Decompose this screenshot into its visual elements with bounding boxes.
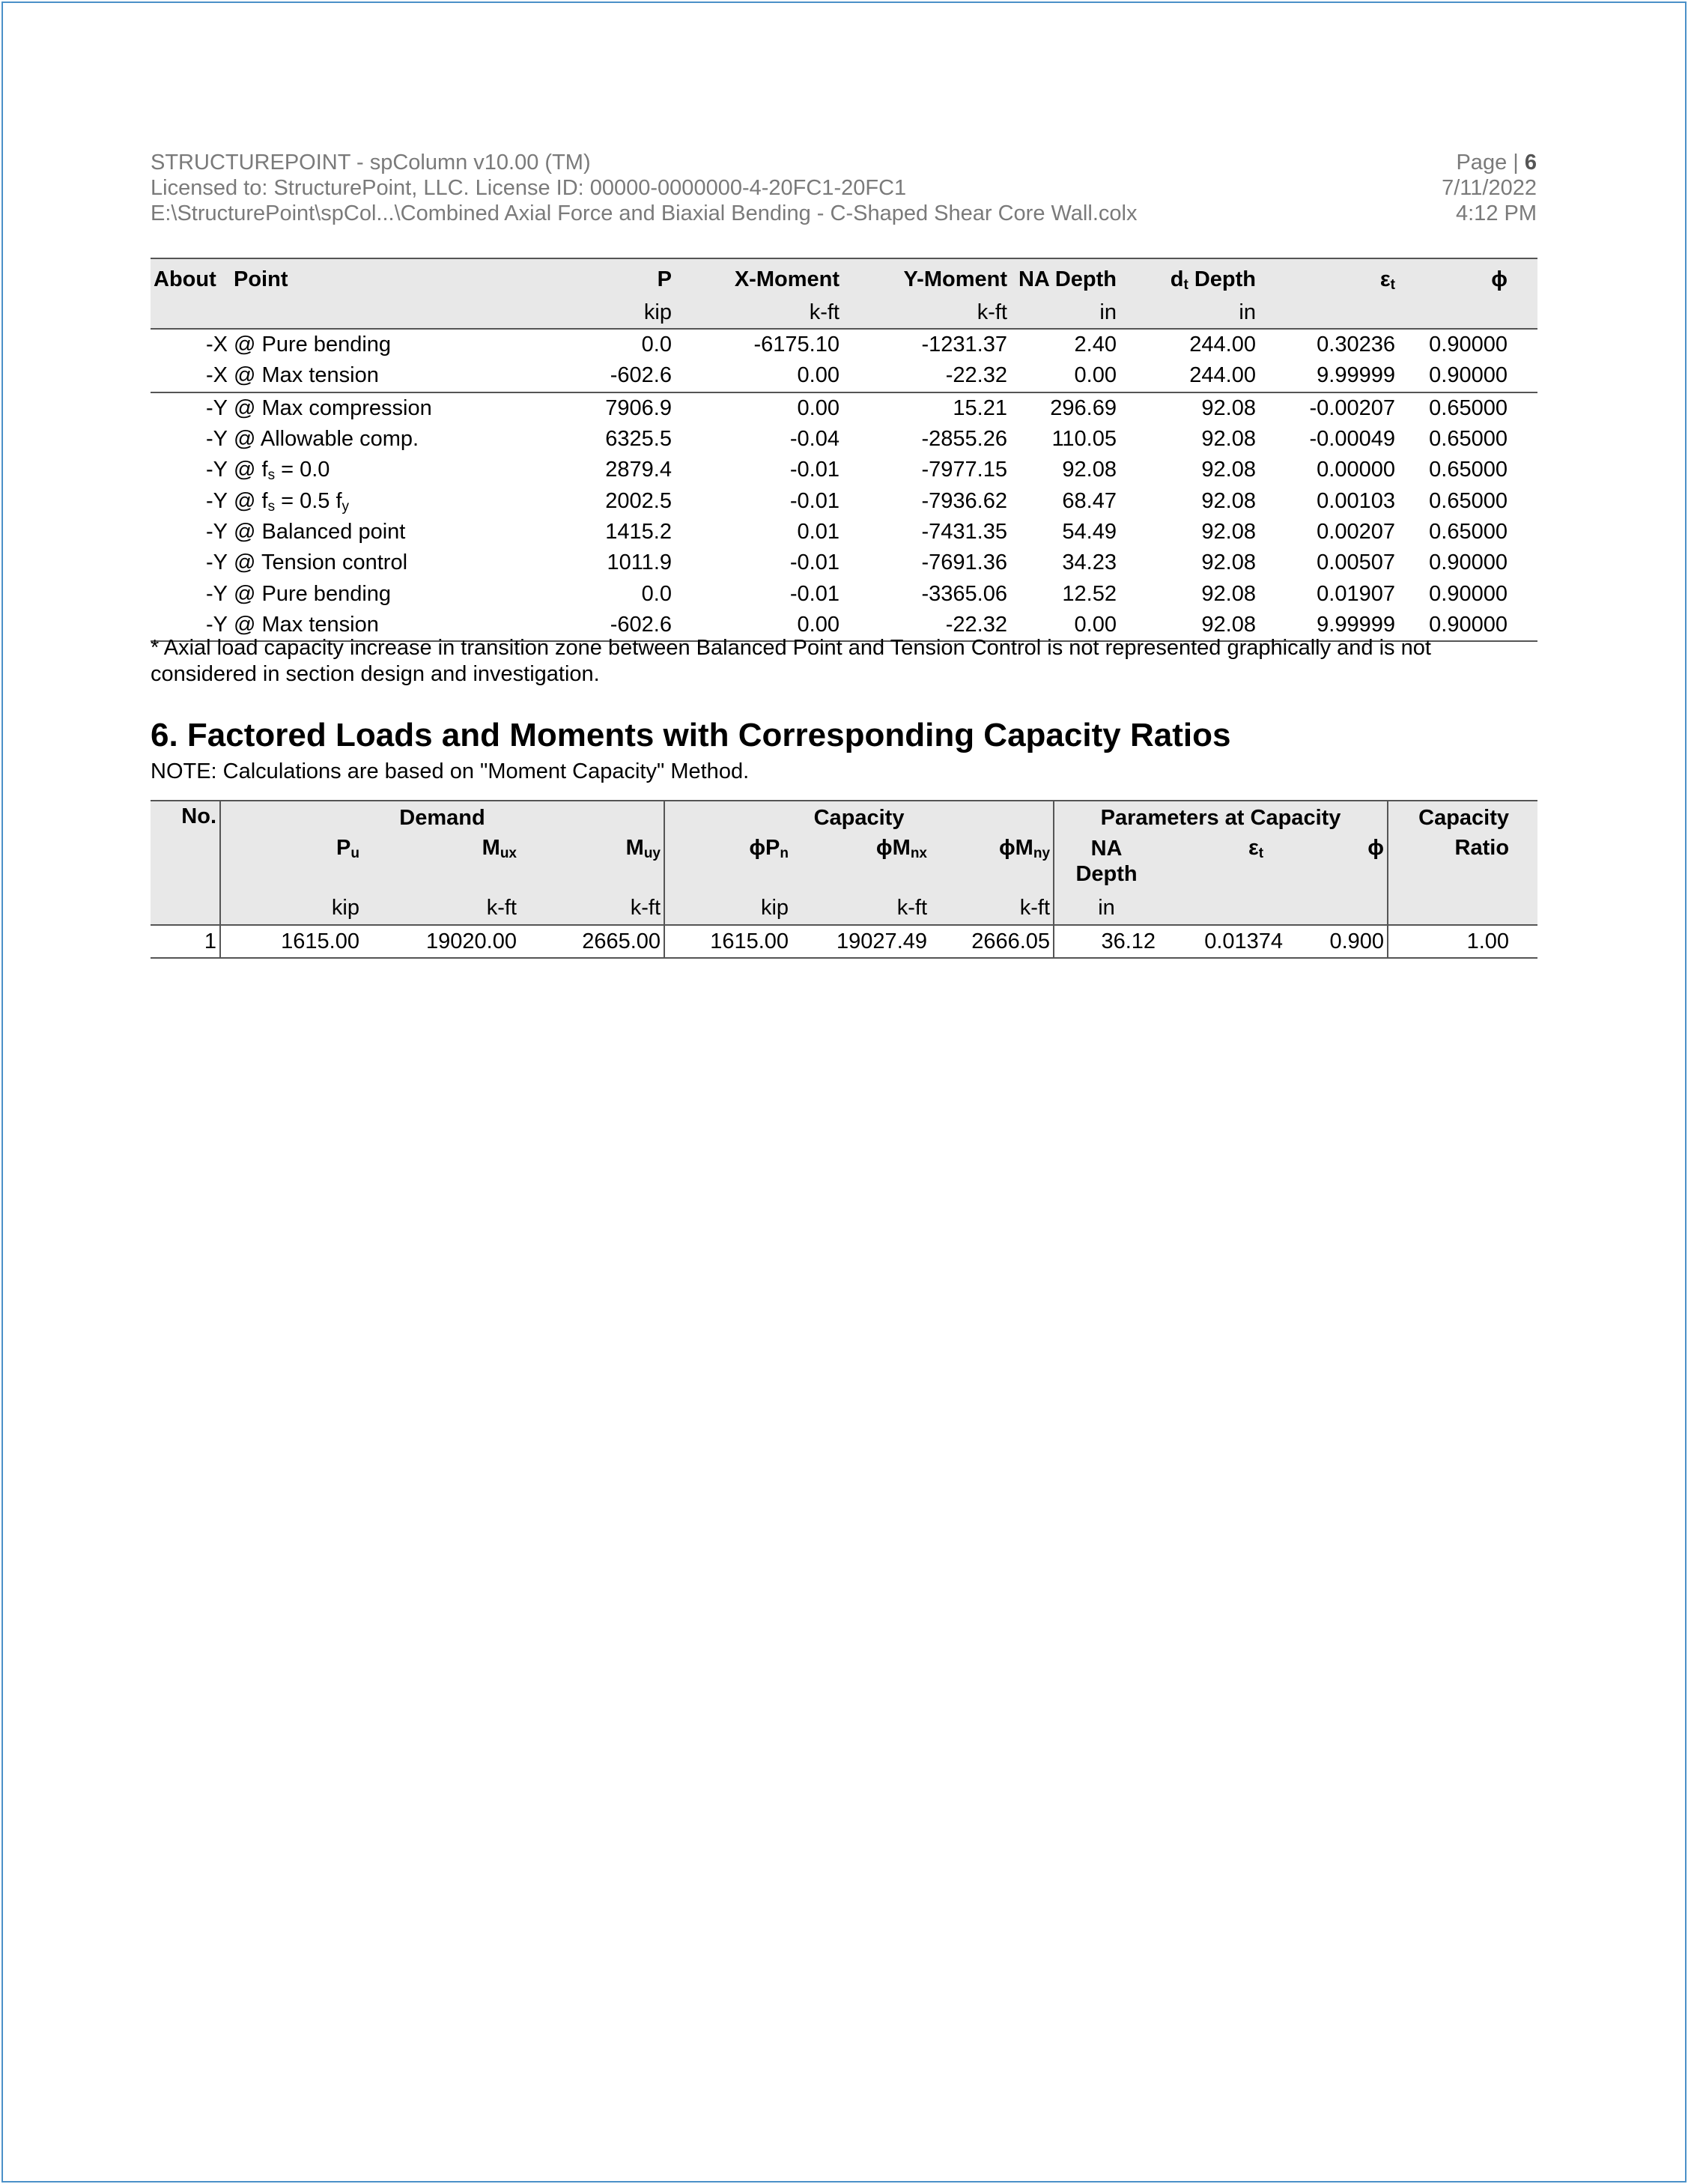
unit-na-depth: in <box>1099 300 1117 324</box>
unit-muy: k-ft <box>630 895 661 920</box>
table-row: -Y @ Max compression 7906.9 0.00 15.21 296.69 92.08 -0.00207 0.65000 <box>206 395 1508 420</box>
table-row: -X @ Pure bending 0.0 -6175.10 -1231.37 2.40 244.00 0.30236 0.90000 <box>206 333 1508 357</box>
col-about: About <box>154 267 216 291</box>
col-point: Point <box>234 267 288 291</box>
table-row: 1 1615.00 19020.00 2665.00 1615.00 19027.49 2666.05 36.12 0.01374 0.900 1.00 <box>151 925 1537 958</box>
unit-phimnx: k-ft <box>896 895 928 920</box>
header-date: 7/11/2022 <box>1442 176 1537 200</box>
unit-mux: k-ft <box>486 895 517 920</box>
col-eps-t: $\varepsilon_t$ <box>1248 836 1264 861</box>
capacity-points-table <box>151 258 1537 642</box>
header-license: Licensed to: StructurePoint, LLC. License ID: 00000-0000000-4-20FC1-20FC1 <box>151 176 907 200</box>
col-na-depth: NA Depth <box>1054 834 1159 891</box>
table-row: -Y @ Balanced point 1415.2 0.01 -7431.35 54.49 92.08 0.00207 0.65000 <box>206 519 1508 544</box>
col-phimnx: $\phi M_{nx}$ <box>875 836 928 861</box>
table-footnote: * Axial load capacity increase in transition zone between Balanced Point and Tension Control is not represented graphically and is not considered in section design and investigation. <box>151 636 1431 686</box>
unit-p: kip <box>643 300 672 324</box>
unit-na: in <box>1054 891 1159 925</box>
header-file-path: E:\StructurePoint\spCol...\Combined Axial Force and Biaxial Bending - C-Shaped Shear Core Wall.colx <box>151 201 1138 225</box>
table-row: -Y @ Allowable comp. 6325.5 -0.04 -2855.26 110.05 92.08 -0.00049 0.65000 <box>206 427 1508 452</box>
unit-pu: kip <box>220 891 362 925</box>
unit-dt-depth: in <box>1239 300 1256 324</box>
report-header <box>151 150 1137 226</box>
header-time: 4:12 PM <box>1456 201 1537 225</box>
section-note: NOTE: Calculations are based on "Moment Capacity" Method. <box>151 759 750 783</box>
group-capacity: Capacity <box>664 801 1054 834</box>
col-phi: ϕ <box>1367 836 1385 860</box>
table-row: -Y @ $f_s = 0.5$ $f_y$ 2002.5 -0.01 -7936.62 68.47 92.08 0.00103 0.65000 <box>206 488 1508 515</box>
capacity-ratio-table <box>151 800 1537 959</box>
col-na-depth: NA Depth <box>1018 267 1117 291</box>
col-y-moment: Y-Moment <box>903 267 1007 291</box>
col-p: P <box>657 267 672 291</box>
col-no: No. <box>181 804 216 828</box>
col-x-moment: X-Moment <box>734 267 840 291</box>
col-capacity-ratio-2: Ratio <box>1388 834 1537 891</box>
table-row: -Y @ Tension control 1011.9 -0.01 -7691.36 34.23 92.08 0.00507 0.90000 <box>206 550 1508 575</box>
header-program: STRUCTUREPOINT - spColumn v10.00 (TM) <box>151 151 591 175</box>
col-dt-depth: $d_t$ Depth <box>1170 267 1256 293</box>
group-parameters: Parameters at Capacity <box>1054 801 1388 834</box>
section-title: 6. Factored Loads and Moments with Corresponding Capacity Ratios <box>151 717 1231 753</box>
col-mux: $M_{ux}$ <box>482 836 517 861</box>
unit-x-moment: k-ft <box>809 300 840 324</box>
unit-phipn: kip <box>664 891 792 925</box>
unit-y-moment: k-ft <box>977 300 1007 324</box>
table-row: -Y @ Pure bending 0.0 -0.01 -3365.06 12.52 92.08 0.01907 0.90000 <box>206 581 1508 606</box>
page-number: Page | 6 <box>1456 151 1537 175</box>
col-pu: $P_u$ <box>220 834 362 891</box>
report-header-right <box>1273 150 1537 226</box>
group-demand: Demand <box>220 801 664 834</box>
col-capacity-ratio: Capacity <box>1388 801 1537 834</box>
table-row: -Y @ Max tension -602.6 0.00 -22.32 0.00 92.08 9.99999 0.90000 <box>151 610 1537 641</box>
table-row: -Y @ $f_s = 0.0$ 2879.4 -0.01 -7977.15 92.08 92.08 0.00000 0.65000 <box>206 458 1508 484</box>
col-phimny: $\phi M_{ny}$ <box>998 836 1051 861</box>
col-eps-t: $\varepsilon_t$ <box>1379 267 1395 293</box>
col-phi: ϕ <box>1491 267 1508 291</box>
unit-phimny: k-ft <box>1019 895 1051 920</box>
table-row: -X @ Max tension -602.6 0.00 -22.32 0.00 244.00 9.99999 0.90000 <box>151 360 1537 392</box>
col-muy: $M_{uy}$ <box>625 836 661 861</box>
col-phipn: $\phi P_n$ <box>664 834 792 891</box>
